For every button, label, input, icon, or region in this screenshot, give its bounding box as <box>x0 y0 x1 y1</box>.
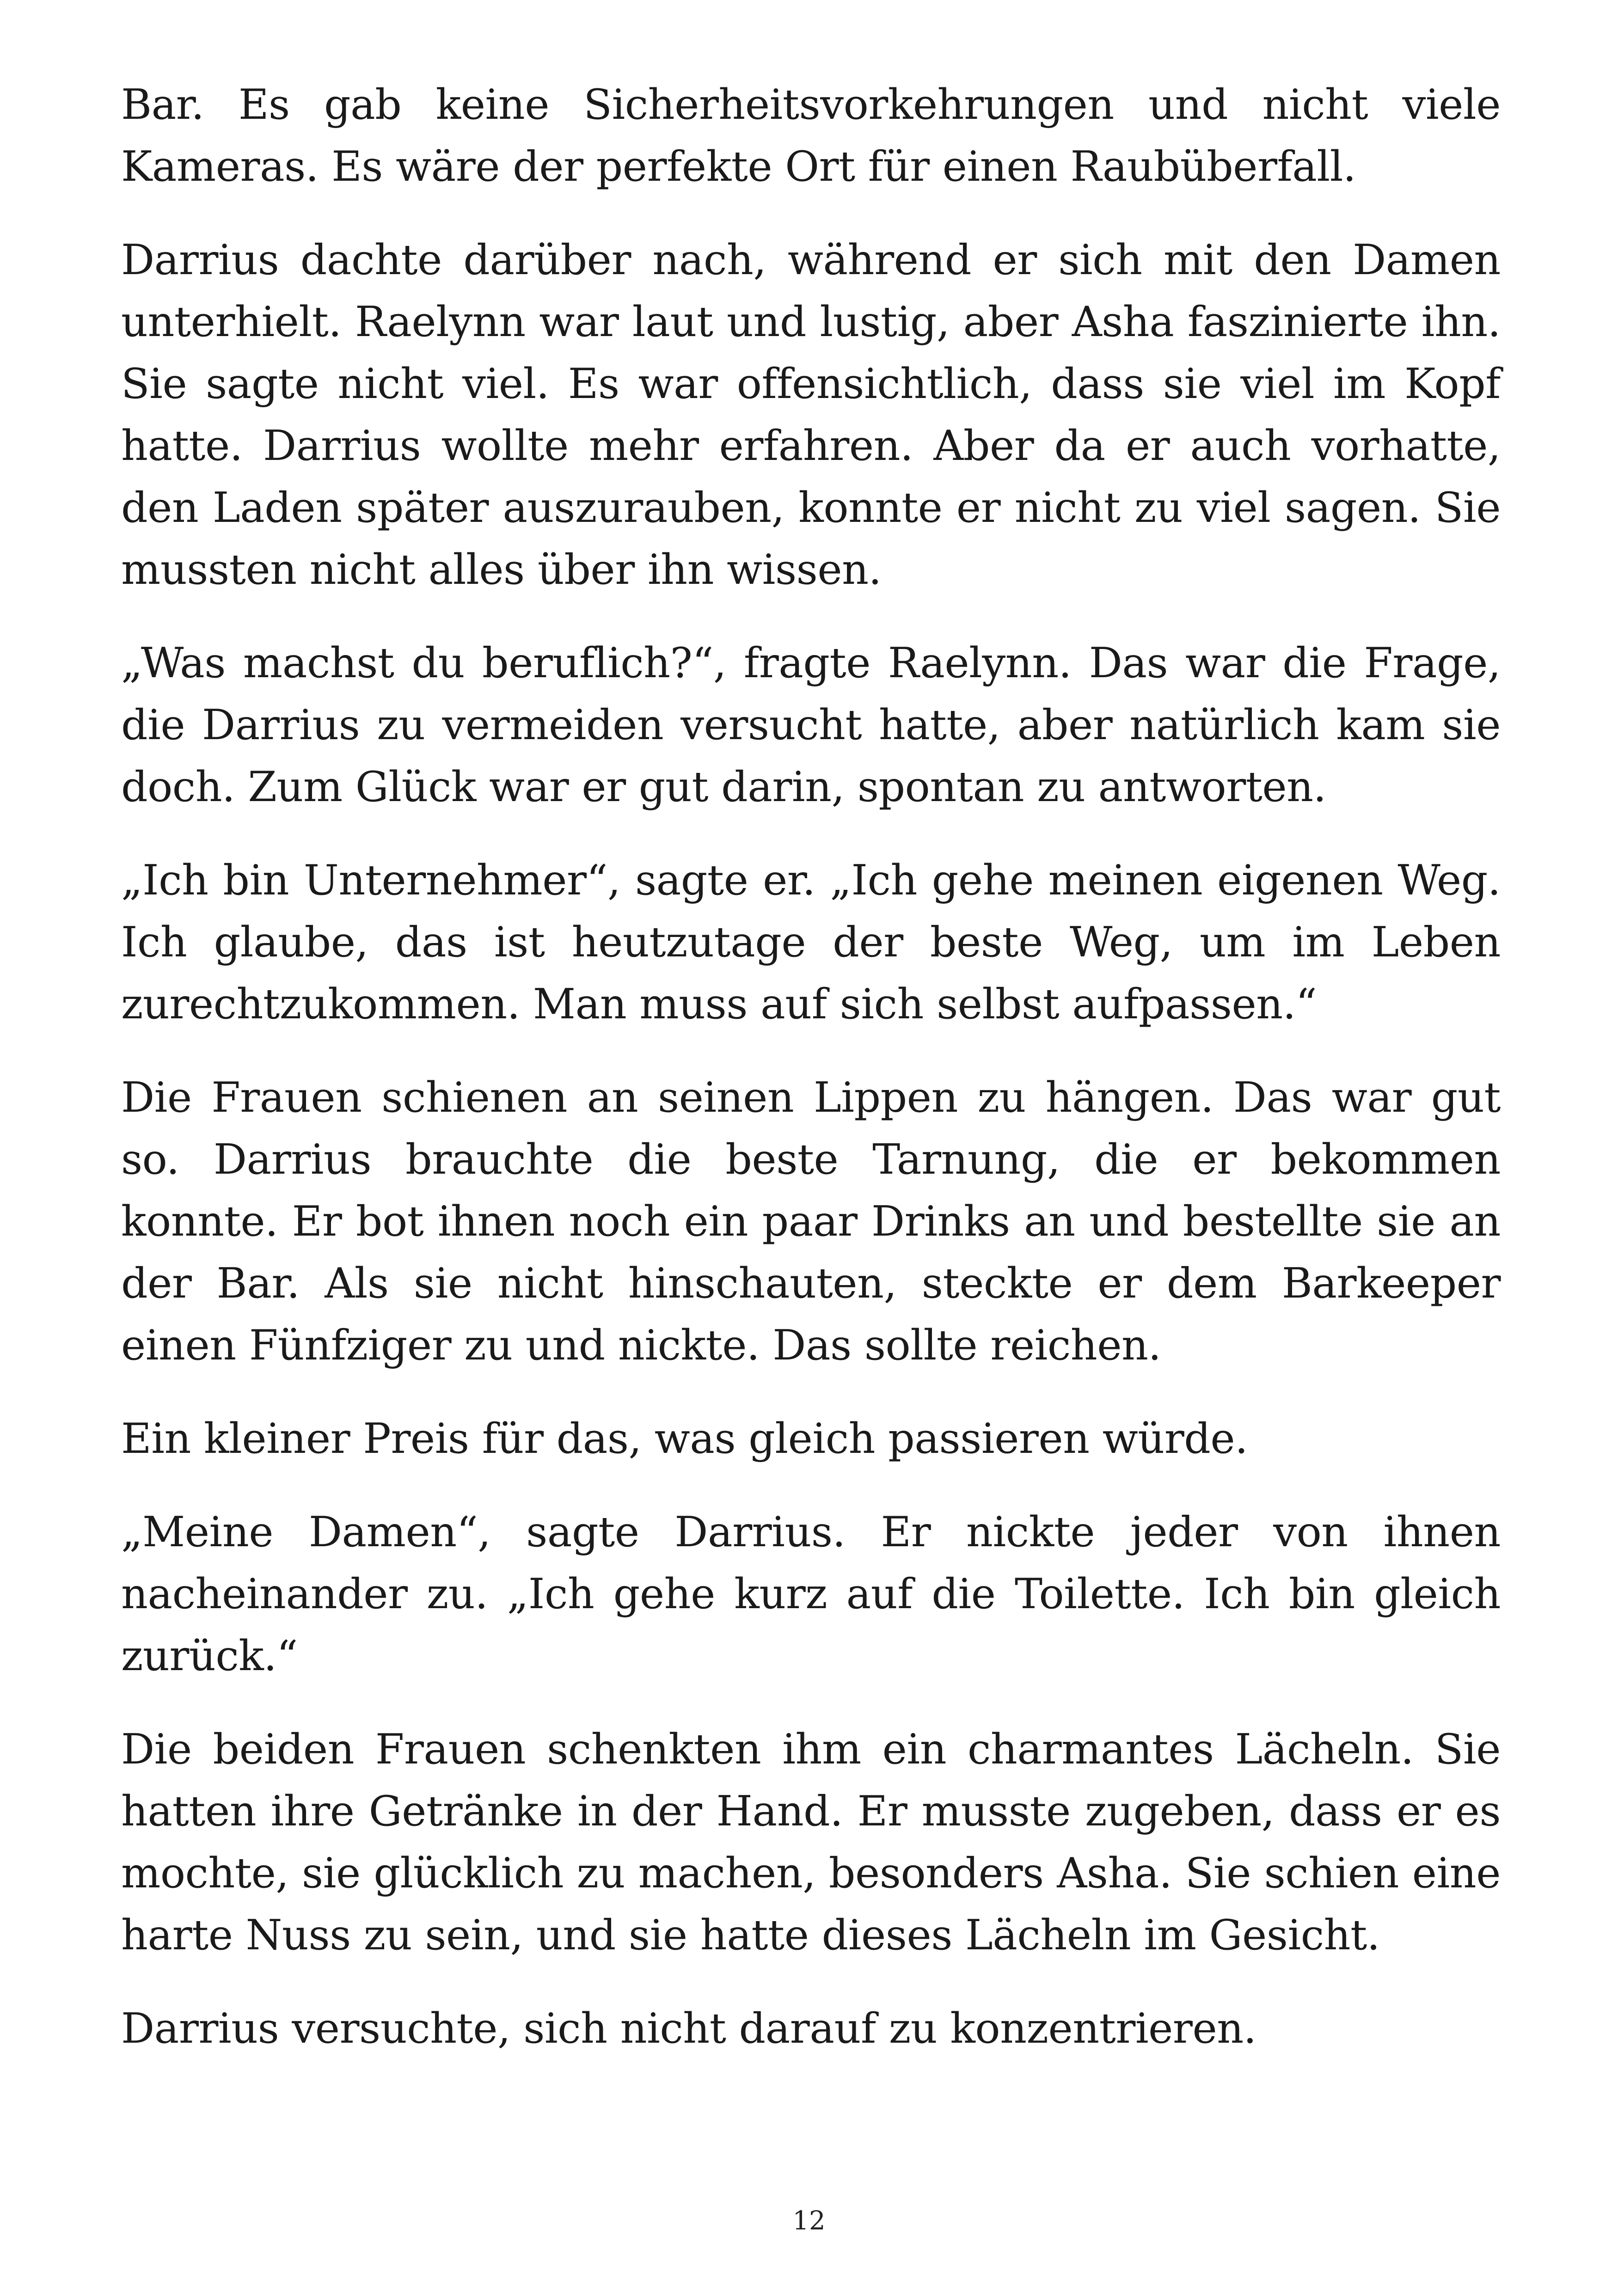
paragraph-1: Bar. Es gab keine Sicherheitsvorkehrungen und nicht viele Kameras. Es wäre der perfekte Ort für einen Raubüberfall. <box>121 80 1501 191</box>
paragraph-2: Darrius dachte darüber nach, während er sich mit den Damen unterhielt. Raelynn war laut und lustig, aber Asha faszinierte ihn. Sie sagte nicht viel. Es war offensichtlich, dass sie viel im Kopf hatte. Darrius wollte mehr erfahren. Aber da er auch vorhatte, den Laden später auszurauben, konnte er nicht zu viel sagen. Sie mussten nicht alles über ihn wissen. <box>121 236 1501 594</box>
paragraph-3: „Was machst du beruflich?“, fragte Raelynn. Das war die Frage, die Darrius zu vermeiden versucht hatte, aber natürlich kam sie doch. Zum Glück war er gut darin, spontan zu antworten. <box>121 639 1501 811</box>
paragraph-4: „Ich bin Unternehmer“, sagte er. „Ich gehe meinen eigenen Weg. Ich glaube, das ist heutzutage der beste Weg, um im Leben zurechtzukommen. Man muss auf sich selbst aufpassen.“ <box>121 856 1501 1029</box>
paragraph-9: Darrius versuchte, sich nicht darauf zu konzentrieren. <box>121 2004 1256 2053</box>
page-body <box>121 74 1501 2091</box>
paragraph-8: Die beiden Frauen schenkten ihm ein charmantes Lächeln. Sie hatten ihre Getränke in der Hand. Er musste zugeben, dass er es mochte, sie glücklich zu machen, besonders Asha. Sie schien eine harte Nuss zu sein, und sie hatte dieses Lächeln im Gesicht. <box>121 1725 1501 1959</box>
paragraph-7: „Meine Damen“, sagte Darrius. Er nickte jeder von ihnen nacheinander zu. „Ich gehe kurz auf die Toilette. Ich bin gleich zurück.“ <box>121 1508 1501 1680</box>
paragraph-5: Die Frauen schienen an seinen Lippen zu hängen. Das war gut so. Darrius brauchte die beste Tarnung, die er bekommen konnte. Er bot ihnen noch ein paar Drinks an und bestellte sie an der Bar. Als sie nicht hinschauten, steckte er dem Barkeeper einen Fünfziger zu und nickte. Das sollte reichen. <box>121 1073 1501 1370</box>
paragraph-6: Ein kleiner Preis für das, was gleich passieren würde. <box>121 1414 1248 1463</box>
page-number: 12 <box>792 2206 826 2236</box>
